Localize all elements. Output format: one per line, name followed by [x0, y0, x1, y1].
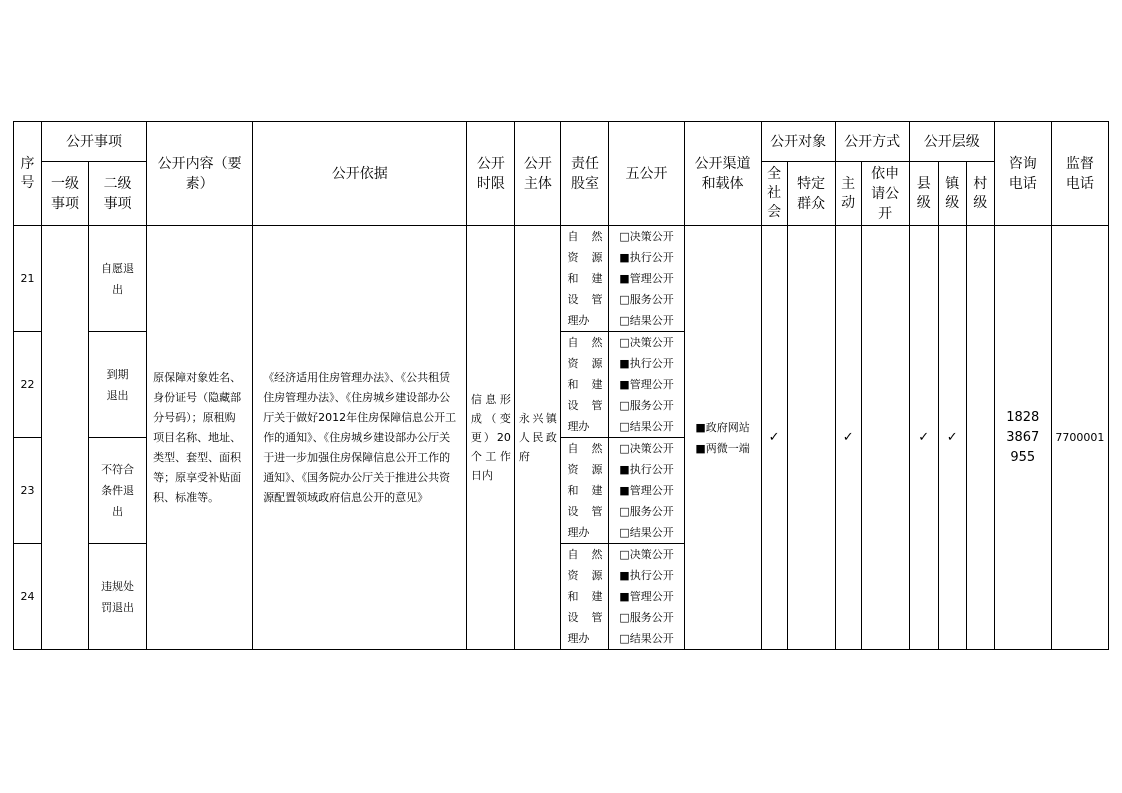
row-item2: 不符合条件退出	[89, 438, 147, 544]
header-seq: 序号	[14, 122, 42, 226]
row-five-public: □决策公开 ■执行公开 ■管理公开 □服务公开 □结果公开	[609, 332, 684, 438]
checkbox-icon: ■	[619, 590, 630, 603]
target-all-cell	[761, 226, 787, 650]
checkbox-icon: ■	[619, 251, 630, 264]
checkbox-icon: □	[619, 548, 630, 561]
checkbox-icon: □	[619, 336, 630, 349]
row-dept: 自然 资源 和建 设管 理办	[561, 332, 609, 438]
header-method-apply: 依申请公开	[861, 162, 909, 226]
header-supervise-phone: 监督电话	[1051, 122, 1108, 226]
method-apply-cell	[861, 226, 909, 650]
header-subject: 公开主体	[515, 122, 561, 226]
channel-cell: ■政府网站 ■两微一端	[684, 226, 761, 650]
basis-cell: 《经济适用住房管理办法》、《公共租赁住房管理办法》、《住房城乡建设部办公厅关于做好2012年住房保障信息公开工作的通知》、《住房城乡建设部办公厅关于进一步加强住房保障信息公开工作的通知》、《国务院办公厅关于推进公共资源配置领域政府信息公开的意见》	[253, 226, 467, 650]
header-content: 公开内容（要素）	[147, 122, 253, 226]
checkbox-icon: □	[619, 442, 630, 455]
check-mark-icon: ✓	[842, 430, 854, 445]
checkbox-icon: ■	[619, 484, 630, 497]
row-dept: 自然 资源 和建 设管 理办	[561, 544, 609, 650]
checkbox-icon: ■	[619, 569, 630, 582]
checkbox-icon: □	[619, 314, 630, 327]
row-seq: 24	[14, 544, 42, 650]
header-method: 公开方式	[835, 122, 909, 162]
subject-cell: 永兴镇人民政府	[515, 226, 561, 650]
row-five-public: □决策公开 ■执行公开 ■管理公开 □服务公开 □结果公开	[609, 438, 684, 544]
method-active-cell	[835, 226, 861, 650]
checkbox-icon: □	[619, 230, 630, 243]
supervise-phone-cell: 7700001	[1051, 226, 1108, 650]
header-level2: 二级事项	[89, 162, 147, 226]
checkbox-icon: □	[619, 505, 630, 518]
checkbox-icon: ■	[619, 272, 630, 285]
header-level: 公开层级	[909, 122, 994, 162]
row-seq: 23	[14, 438, 42, 544]
header-level1: 一级事项	[42, 162, 89, 226]
checkbox-icon: □	[619, 293, 630, 306]
row-five-public: □决策公开 ■执行公开 ■管理公开 □服务公开 □结果公开	[609, 544, 684, 650]
header-method-active: 主动	[835, 162, 861, 226]
check-mark-icon: ✓	[946, 430, 958, 445]
checkbox-icon: ■	[619, 463, 630, 476]
checkbox-icon: □	[619, 632, 630, 645]
row-seq: 22	[14, 332, 42, 438]
checkbox-icon: □	[619, 611, 630, 624]
header-level-county: 县级	[909, 162, 938, 226]
checkbox-icon: □	[619, 526, 630, 539]
header-channel: 公开渠道和载体	[684, 122, 761, 226]
row-dept: 自然 资源 和建 设管 理办	[561, 438, 609, 544]
level-village-cell	[966, 226, 994, 650]
target-specific-cell	[787, 226, 835, 650]
header-dept: 责任股室	[561, 122, 609, 226]
disclosure-table	[13, 121, 1109, 650]
row-five-public: □决策公开 ■执行公开 ■管理公开 □服务公开 □结果公开	[609, 226, 684, 332]
header-level-town: 镇级	[938, 162, 966, 226]
checkbox-icon: ■	[619, 357, 630, 370]
checkbox-icon: □	[619, 399, 630, 412]
time-limit-cell: 信息形成（变更）20个工作日内	[467, 226, 515, 650]
content-cell: 原保障对象姓名、身份证号（隐藏部分号码）；原租购项目名称、地址、类型、套型、面积等；原享受补贴面积、标准等。	[147, 226, 253, 650]
checkbox-icon: ■	[695, 420, 706, 434]
header-target: 公开对象	[761, 122, 835, 162]
level1-cell	[42, 226, 89, 650]
header-target-specific: 特定群众	[787, 162, 835, 226]
level-town-cell	[938, 226, 966, 650]
header-time-limit: 公开时限	[467, 122, 515, 226]
header-target-all: 全社会	[761, 162, 787, 226]
row-dept: 自然 资源 和建 设管 理办	[561, 226, 609, 332]
row-item2: 自愿退出	[89, 226, 147, 332]
header-public-item: 公开事项	[42, 122, 147, 162]
checkbox-icon: ■	[619, 378, 630, 391]
checkbox-icon: ■	[695, 441, 706, 455]
check-mark-icon: ✓	[768, 430, 780, 445]
row-item2: 违规处罚退出	[89, 544, 147, 650]
checkbox-icon: □	[619, 420, 630, 433]
check-mark-icon: ✓	[918, 430, 930, 445]
consult-phone-cell: 18283867955	[994, 226, 1051, 650]
header-consult-phone: 咨询电话	[994, 122, 1051, 226]
level-county-cell	[909, 226, 938, 650]
header-level-village: 村级	[966, 162, 994, 226]
header-basis: 公开依据	[253, 122, 467, 226]
row-item2: 到期退出	[89, 332, 147, 438]
table-row	[14, 226, 1109, 332]
row-seq: 21	[14, 226, 42, 332]
header-five-public: 五公开	[609, 122, 684, 226]
